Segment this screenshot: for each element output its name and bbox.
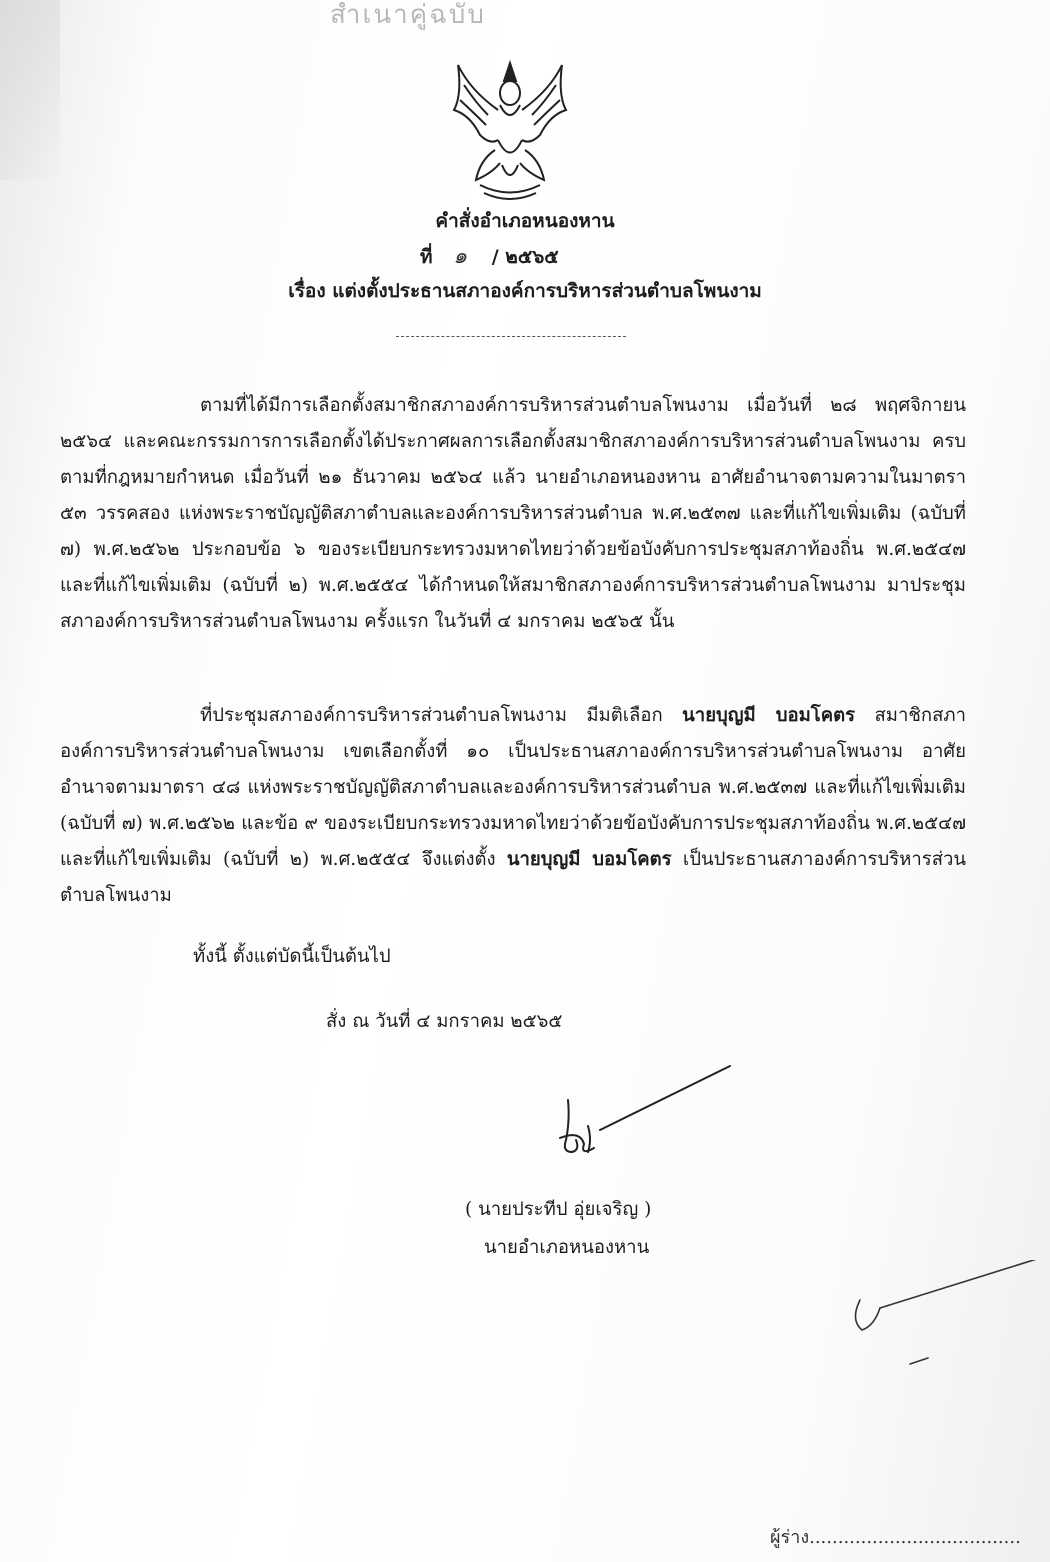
order-number-prefix: ที่ bbox=[420, 246, 433, 268]
order-subject: เรื่อง แต่งตั้งประธานสภาองค์การบริหารส่วนตำบลโพนงาม bbox=[288, 280, 762, 302]
order-number bbox=[420, 238, 559, 273]
copy-stamp: สำเนาคู่ฉบับ bbox=[330, 0, 486, 30]
paragraph-2-part-a: ที่ประชุมสภาองค์การบริหารส่วนตำบลโพนงาม มีมติเลือก bbox=[200, 705, 683, 726]
order-title: คำสั่งอำเภอหนองหาน bbox=[435, 210, 615, 232]
paragraph-1-text: ตามที่ได้มีการเลือกตั้งสมาชิกสภาองค์การบริหารส่วนตำบลโพนงาม เมื่อวันที่ ๒๘ พฤศจิกายน ๒๕๖๔ และคณะกรรมการการเลือกตั้งได้ประกาศผลการเลือกตั้งสมาชิกสภาองค์การบริหารส่วนตำบลโพนงาม ครบตามที่กฎหมายกำหนด เมื่อวันที่ ๒๑ ธันวาคม ๒๕๖๔ แล้ว นายอำเภอหนองหาน อาศัยอำนาจตามความในมาตรา ๕๓ วรรคสอง แห่งพระราชบัญญัติสภาตำบลและองค์การบริหารส่วนตำบล พ.ศ.๒๕๓๗ และที่แก้ไขเพิ่มเติม (ฉบับที่ ๗) พ.ศ.๒๕๖๒ ประกอบข้อ ๖ ของระเบียบกระทรวงมหาดไทยว่าด้วยข้อบังคับการประชุมสภาท้องถิ่น พ.ศ.๒๕๔๗ และที่แก้ไขเพิ่มเติม (ฉบับที่ ๒) พ.ศ.๒๕๕๔ ได้กำหนดให้สมาชิกสภาองค์การบริหารส่วนตำบลโพนงาม มาประชุมสภาองค์การบริหารส่วนตำบลโพนงาม ครั้งแรก ในวันที่ ๔ มกราคม ๒๕๖๕ นั้น bbox=[60, 395, 966, 632]
initial-mark-icon bbox=[840, 1260, 1050, 1380]
paragraph-2-part-c: เป็นประธานสภาองค์การบริหารส่วนตำบลโพนงาม bbox=[60, 849, 967, 906]
paragraph-2 bbox=[60, 698, 966, 914]
paragraph-2-part-b: สมาชิกสภาองค์การบริหารส่วนตำบลโพนงาม เขตเลือกตั้งที่ ๑๐ เป็นประธานสภาองค์การบริหารส่วนตำบลโพนงาม อาศัยอำนาจตามมาตรา ๔๘ แห่งพระราชบัญญัติสภาตำบลและองค์การบริหารส่วนตำบล พ.ศ.๒๕๓๗ และที่แก้ไขเพิ่มเติม (ฉบับที่ ๗) พ.ศ.๒๕๖๒ และข้อ ๙ ของระเบียบกระทรวงมหาดไทยว่าด้วยข้อบังคับการประชุมสภาท้องถิ่น พ.ศ.๒๕๔๗ และที่แก้ไขเพิ่มเติม (ฉบับที่ ๒) พ.ศ.๒๕๕๔ จึงแต่งตั้ง bbox=[60, 705, 966, 870]
signature-icon bbox=[540, 1060, 740, 1170]
paper-fold-shadow bbox=[0, 0, 60, 180]
paragraph-2-text bbox=[60, 698, 966, 914]
effective-clause: ทั้งนี้ ตั้งแต่บัดนี้เป็นต้นไป bbox=[193, 946, 391, 967]
appointee-name-2: นายบุญมี บอมโคตร bbox=[506, 849, 672, 870]
signer-name: ( นายประทีป อุ่ยเจริญ ) bbox=[465, 1199, 652, 1220]
appointee-name-1: นายบุญมี บอมโคตร bbox=[682, 705, 856, 726]
divider bbox=[396, 336, 626, 337]
garuda-emblem-icon bbox=[440, 55, 580, 205]
order-number-suffix: / ๒๕๖๕ bbox=[491, 246, 559, 268]
drafter-line: ผู้ร่าง..................................... bbox=[770, 1527, 1021, 1548]
order-date: สั่ง ณ วันที่ ๔ มกราคม ๒๕๖๕ bbox=[326, 1011, 563, 1032]
signer-title: นายอำเภอหนองหาน bbox=[484, 1237, 650, 1258]
order-number-handwritten: ๑ bbox=[453, 244, 468, 269]
paragraph-1 bbox=[60, 388, 966, 640]
